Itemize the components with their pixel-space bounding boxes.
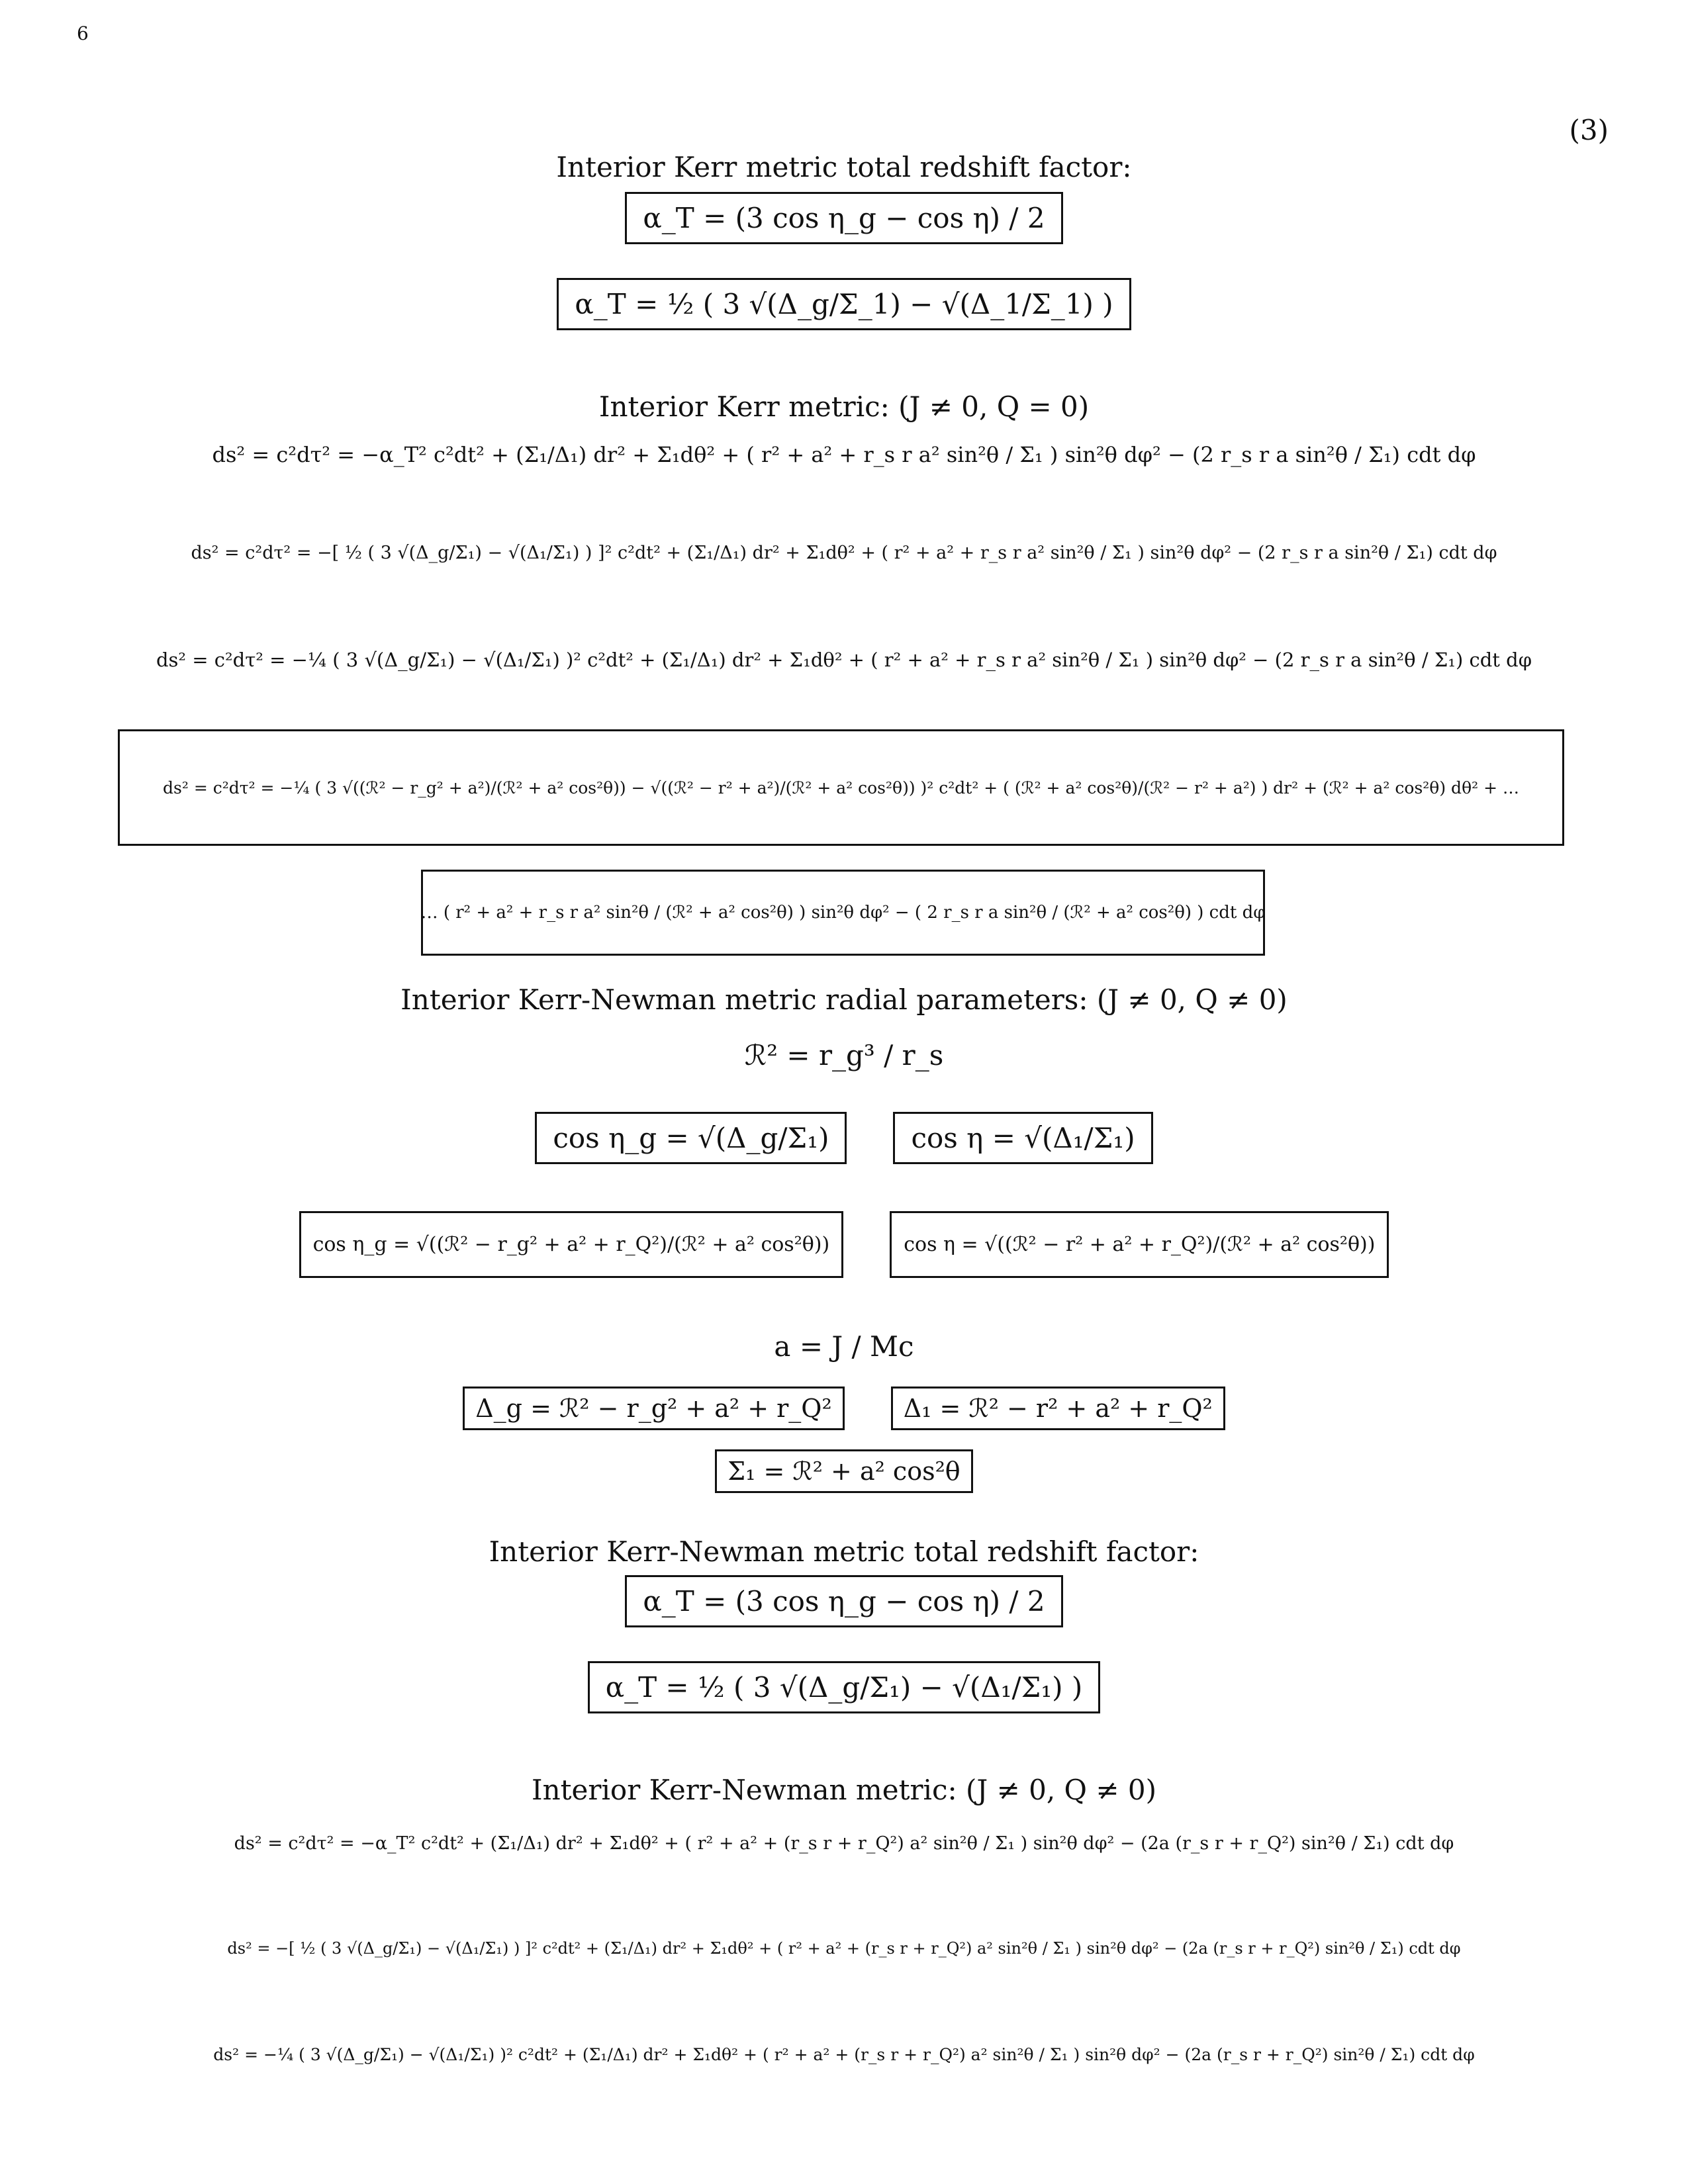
kerr-alpha-eq2 <box>0 278 1688 330</box>
kerr-ds-eq4a-text: ds² = c²dτ² = −¼ ( 3 √((ℛ² − r_g² + a²)/(ℛ² + a² cos²θ)) − √((ℛ² − r² + a²)/(ℛ² + a² cos²θ)) )² c²dt² + ( (ℛ² + a² cos²θ)/(ℛ² − r² + a²) ) dr² + (ℛ² + a² cos²θ) dθ² + … <box>163 778 1519 797</box>
kerr-metric-heading: Interior Kerr metric: (J ≠ 0, Q = 0) <box>598 390 1090 423</box>
kn-alpha-eq1-text: α_T = (3 cos η_g − cos η) / 2 <box>625 1575 1062 1627</box>
kerr-alpha-eq2-text: α_T = ½ ( 3 √(Δ_g/Σ_1) − √(Δ_1/Σ_1) ) <box>557 278 1131 330</box>
kerr-alpha-eq1-text: α_T = (3 cos η_g − cos η) / 2 <box>625 192 1062 244</box>
delta-1-eq: Δ₁ = ℛ² − r² + a² + r_Q² <box>891 1387 1225 1430</box>
cos-eta-g-a: cos η_g = √(Δ_g/Σ₁) <box>535 1112 847 1164</box>
kn-ds-eq1: ds² = c²dτ² = −α_T² c²dt² + (Σ₁/Δ₁) dr² + Σ₁dθ² + ( r² + a² + (r_s r + r_Q²) a² sin²θ / Σ₁ ) sin²θ dφ² − (2a (r_s r + r_Q²) sin²θ / Σ₁) cdt dφ <box>234 1833 1454 1854</box>
kerr-ds-eq3: ds² = c²dτ² = −¼ ( 3 √(Δ_g/Σ₁) − √(Δ₁/Σ₁) )² c²dt² + (Σ₁/Δ₁) dr² + Σ₁dθ² + ( r² + a² + r_s r a² sin²θ / Σ₁ ) sin²θ dφ² − (2 r_s r a sin²θ / Σ₁) cdt dφ <box>156 649 1532 671</box>
kn-metric-heading: Interior Kerr-Newman metric: (J ≠ 0, Q ≠ 0) <box>532 1774 1156 1806</box>
sigma-row <box>0 1449 1688 1493</box>
kn-a-eq: a = J / Mc <box>774 1330 914 1363</box>
kerr-ds-eq4a <box>118 729 1564 846</box>
page-number: 6 <box>77 23 89 44</box>
kn-params-heading: Interior Kerr-Newman metric radial parameters: (J ≠ 0, Q ≠ 0) <box>400 983 1288 1016</box>
kn-ds-eq2: ds² = −[ ½ ( 3 √(Δ_g/Σ₁) − √(Δ₁/Σ₁) ) ]² c²dt² + (Σ₁/Δ₁) dr² + Σ₁dθ² + ( r² + a² + (r_s r + r_Q²) a² sin²θ / Σ₁ ) sin²θ dφ² − (2a (r_s r + r_Q²) sin²θ / Σ₁) cdt dφ <box>227 1939 1461 1958</box>
kn-R2-eq: ℛ² = r_g³ / r_s <box>744 1039 944 1071</box>
kerr-redshift-heading: Interior Kerr metric total redshift factor: <box>556 151 1132 183</box>
delta-row <box>0 1387 1688 1430</box>
equation-number: (3) <box>1569 114 1609 146</box>
kn-redshift-heading: Interior Kerr-Newman metric total redshift factor: <box>489 1535 1199 1568</box>
kerr-alpha-eq1 <box>0 192 1688 244</box>
kn-alpha-eq1 <box>0 1575 1688 1627</box>
kn-ds-eq3: ds² = −¼ ( 3 √(Δ_g/Σ₁) − √(Δ₁/Σ₁) )² c²dt² + (Σ₁/Δ₁) dr² + Σ₁dθ² + ( r² + a² + (r_s r + r_Q²) a² sin²θ / Σ₁ ) sin²θ dφ² − (2a (r_s r + r_Q²) sin²θ / Σ₁) cdt dφ <box>213 2045 1475 2064</box>
cos-eta-b: cos η = √((ℛ² − r² + a² + r_Q²)/(ℛ² + a² cos²θ)) <box>890 1211 1389 1278</box>
kerr-ds-eq4b <box>421 870 1265 956</box>
kerr-ds-eq1: ds² = c²dτ² = −α_T² c²dt² + (Σ₁/Δ₁) dr² + Σ₁dθ² + ( r² + a² + r_s r a² sin²θ / Σ₁ ) sin²θ dφ² − (2 r_s r a sin²θ / Σ₁) cdt dφ <box>212 442 1476 467</box>
cos-eta-row-a <box>0 1112 1688 1164</box>
cos-eta-g-b: cos η_g = √((ℛ² − r_g² + a² + r_Q²)/(ℛ² + a² cos²θ)) <box>299 1211 844 1278</box>
kerr-ds-eq4b-text: … ( r² + a² + r_s r a² sin²θ / (ℛ² + a² cos²θ) ) sin²θ dφ² − ( 2 r_s r a sin²θ / (ℛ² + a² cos²θ) ) cdt dφ <box>420 903 1266 923</box>
cos-eta-a: cos η = √(Δ₁/Σ₁) <box>893 1112 1152 1164</box>
kn-alpha-eq2-text: α_T = ½ ( 3 √(Δ_g/Σ₁) − √(Δ₁/Σ₁) ) <box>588 1661 1101 1713</box>
kn-alpha-eq2 <box>0 1661 1688 1713</box>
delta-g-eq: Δ_g = ℛ² − r_g² + a² + r_Q² <box>463 1387 844 1430</box>
sigma-1-eq: Σ₁ = ℛ² + a² cos²θ <box>715 1449 972 1493</box>
cos-eta-row-b <box>0 1211 1688 1278</box>
kerr-ds-eq2: ds² = c²dτ² = −[ ½ ( 3 √(Δ_g/Σ₁) − √(Δ₁/Σ₁) ) ]² c²dt² + (Σ₁/Δ₁) dr² + Σ₁dθ² + ( r² + a² + r_s r a² sin²θ / Σ₁ ) sin²θ dφ² − (2 r_s r a sin²θ / Σ₁) cdt dφ <box>191 543 1497 563</box>
